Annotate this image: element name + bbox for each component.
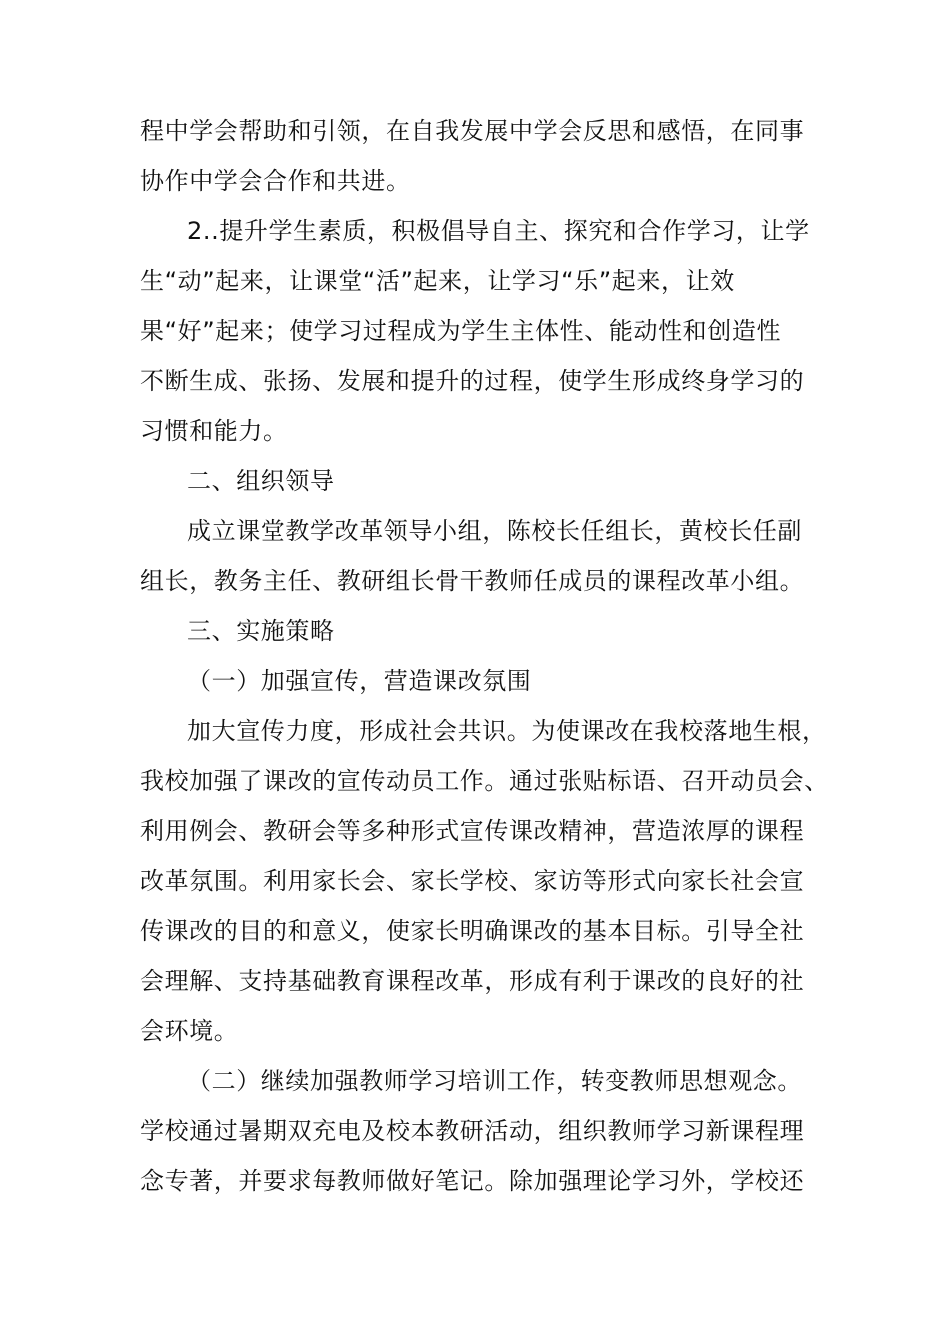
text-line: 会环境。 — [140, 1017, 239, 1045]
text-line: 会理解、支持基础教育课程改革，形成有利于课改的良好的社 — [140, 967, 805, 995]
text-line: 程中学会帮助和引领，在自我发展中学会反思和感悟，在同事 — [140, 117, 805, 145]
text-line: 加大宣传力度，形成社会共识。为使课改在我校落地生根， — [187, 717, 827, 745]
text-line: 念专著，并要求每教师做好笔记。除加强理论学习外，学校还 — [140, 1167, 805, 1195]
text-line: 我校加强了课改的宣传动员工作。通过张贴标语、召开动员会、 — [140, 767, 829, 795]
text-line: 利用例会、教研会等多种形式宣传课改精神，营造浓厚的课程 — [140, 817, 805, 845]
subsection-heading: （一）加强宣传，营造课改氛围 — [187, 667, 532, 695]
text-line: 传课改的目的和意义，使家长明确课改的基本目标。引导全社 — [140, 917, 805, 945]
text-line: 生“动”起来，让课堂“活”起来，让学习“乐”起来，让效 — [140, 267, 735, 295]
text-line: 习惯和能力。 — [140, 417, 288, 445]
text-line: 组长，教务主任、教研组长骨干教师任成员的课程改革小组。 — [140, 567, 805, 595]
text-line: 学校通过暑期双充电及校本教研活动，组织教师学习新课程理 — [140, 1117, 805, 1145]
text-line: 成立课堂教学改革领导小组，陈校长任组长，黄校长任副 — [187, 517, 802, 545]
text-line: 协作中学会合作和共进。 — [140, 167, 411, 195]
text-line: 果“好”起来；使学习过程成为学生主体性、能动性和创造性 — [140, 317, 782, 345]
text-line: 改革氛围。利用家长会、家长学校、家访等形式向家长社会宣 — [140, 867, 805, 895]
text-line: 2..提升学生素质，积极倡导自主、探究和合作学习，让学 — [187, 217, 810, 245]
text-line: 不断生成、张扬、发展和提升的过程，使学生形成终身学习的 — [140, 367, 805, 395]
section-heading: 三、实施策略 — [187, 617, 335, 645]
section-heading: 二、组织领导 — [187, 467, 335, 495]
subsection-heading: （二）继续加强教师学习培训工作，转变教师思想观念。 — [187, 1067, 802, 1095]
